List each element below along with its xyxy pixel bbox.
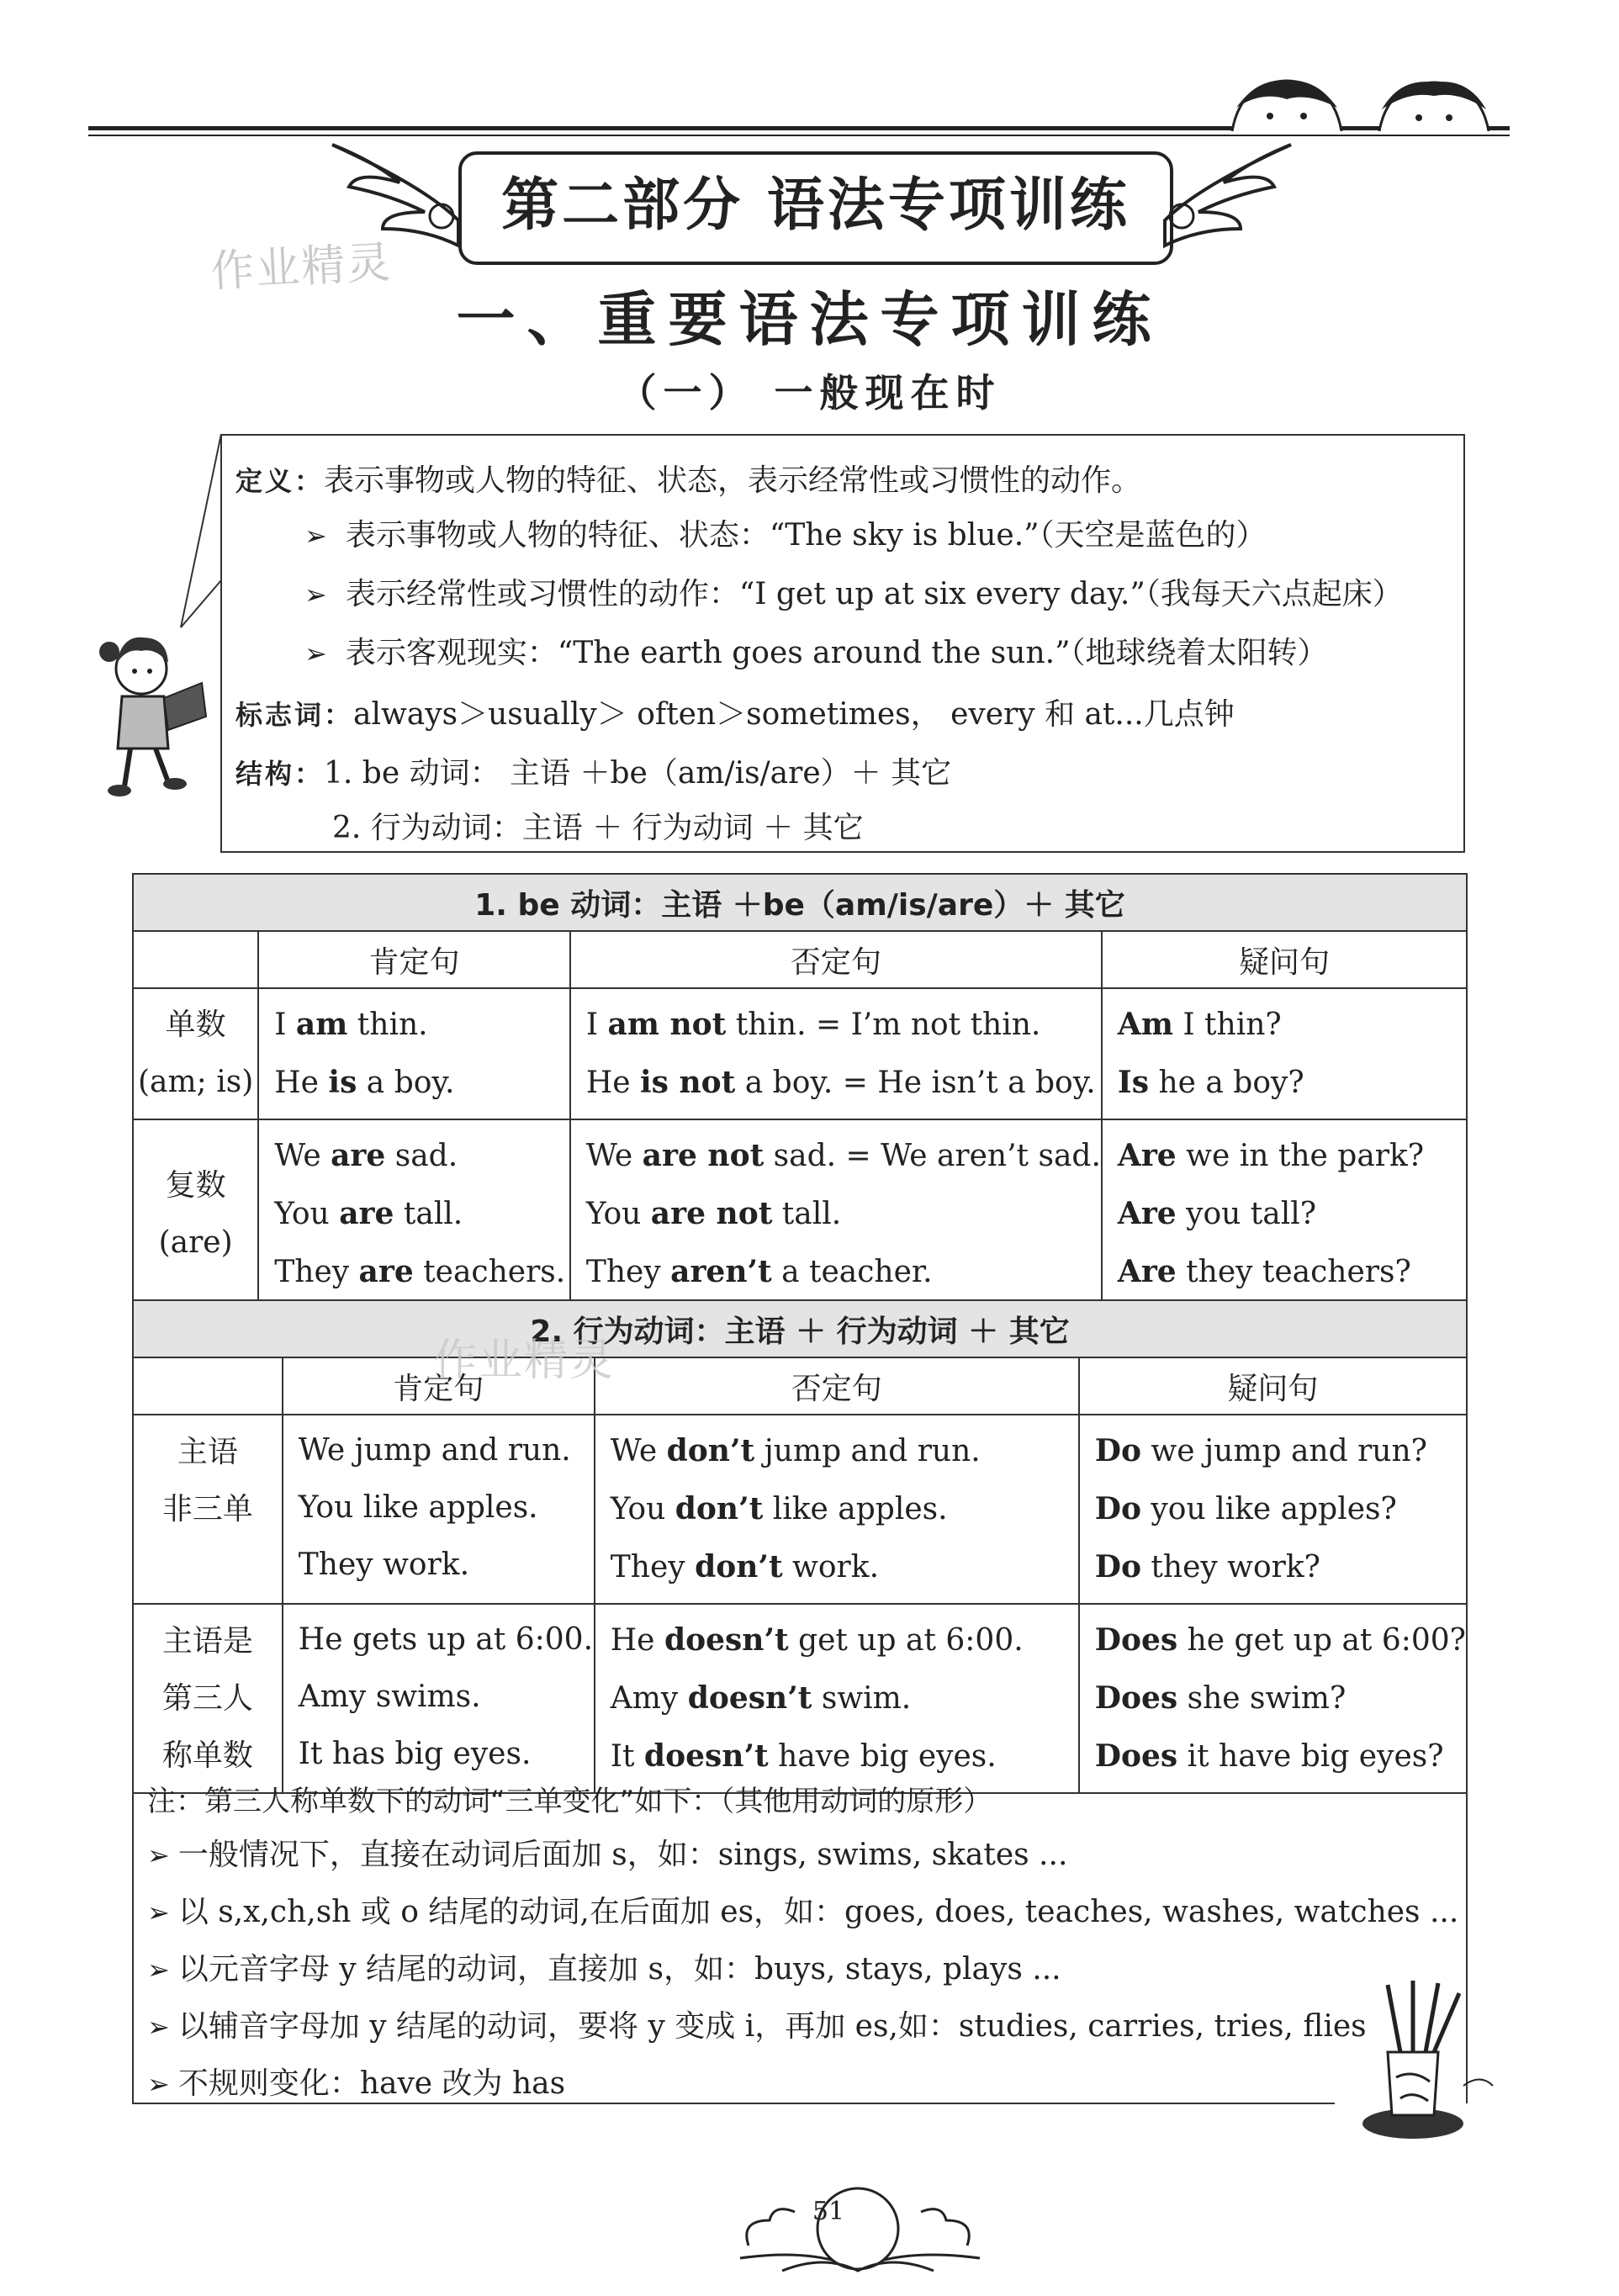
- structure-line-2: [235, 801, 1403, 856]
- column-header-negative: 否定句: [570, 931, 1102, 988]
- definition-bullet: ➢ 表示经常性或习惯性的动作：“I get up at six every day.”（我每天六点起床）: [304, 577, 1403, 611]
- note-item: ➢ 以 s,x,ch,sh 或 o 结尾的动词,在后面加 es，如：goes, does, teaches, washes, watches ...: [147, 1895, 1459, 1929]
- example-sentence: Does it have big eyes?: [1094, 1738, 1444, 1774]
- page-number: 51: [812, 2197, 845, 2226]
- row-label-non-third-person: 主语 非三单: [133, 1415, 283, 1604]
- section-title: 一、重要语法专项训练: [456, 285, 1163, 354]
- example-sentence: He is not a boy. = He isn’t a boy.: [585, 1065, 1096, 1100]
- example-sentence: We are not sad. = We aren’t sad.: [585, 1138, 1101, 1173]
- example-sentence: They aren’t a teacher.: [585, 1254, 933, 1289]
- arrow-bullet-icon: ➢: [147, 1839, 170, 1871]
- example-sentence: Does he get up at 6:00?: [1094, 1622, 1466, 1658]
- arrow-bullet-icon: ➢: [147, 2011, 170, 2043]
- example-sentence: Do you like apples?: [1094, 1491, 1397, 1526]
- watermark: 作业精灵: [209, 237, 394, 298]
- positive-cell: [283, 1415, 595, 1604]
- question-cell: [1102, 988, 1467, 1119]
- note-item: ➢ 一般情况下，直接在动词后面加 s，如：sings, swims, skates ...: [147, 1838, 1068, 1872]
- cartoon-heads-icon: [1224, 74, 1510, 131]
- column-header-positive: 肯定句: [258, 931, 570, 988]
- example-sentence: Is he a boy?: [1117, 1065, 1304, 1100]
- definition-box: [220, 434, 1465, 853]
- example-sentence: Amy doesn’t swim.: [610, 1680, 912, 1716]
- example-sentence: You don’t like apples.: [610, 1491, 948, 1526]
- action-verb-table: [132, 1299, 1468, 1794]
- definition-bullet: ➢ 表示客观现实：“The earth goes around the sun.”（地球绕着太阳转）: [304, 636, 1328, 670]
- table-title: 2. 行为动词：主语 ＋ 行为动词 ＋ 其它: [133, 1300, 1467, 1357]
- part-title: 第二部分 语法专项训练: [501, 172, 1130, 239]
- signal-words-line: [235, 683, 1403, 747]
- example-sentence: You are tall.: [274, 1196, 463, 1231]
- signal-words-label: 标志词：: [235, 699, 354, 731]
- arrow-bullet-icon: ➢: [147, 1897, 170, 1928]
- definition-line: [235, 456, 1403, 506]
- definition-text: 表示事物或人物的特征、状态，表示经常性或习惯性的动作。: [324, 463, 1142, 498]
- structure-label: 结构：: [235, 758, 325, 790]
- structure-verb: 2. 行为动词：主语 ＋ 行为动词 ＋ 其它: [332, 811, 864, 845]
- example-sentence: We are sad.: [274, 1138, 458, 1173]
- example-sentence: You like apples.: [298, 1490, 538, 1525]
- example-sentence: He is a boy.: [274, 1065, 455, 1100]
- example-sentence: Amy swims.: [298, 1680, 481, 1714]
- column-header-question: 疑问句: [1102, 931, 1467, 988]
- example-sentence: Do they work?: [1094, 1549, 1320, 1584]
- notes-section: [132, 1766, 1468, 2113]
- example-sentence: Do we jump and run?: [1094, 1433, 1427, 1468]
- row-label-singular: 单数 (am; is): [133, 988, 258, 1119]
- column-header-empty: [133, 1357, 283, 1415]
- note-item: ➢ 不规则变化：have 改为 has: [147, 2066, 566, 2101]
- negative-cell: [595, 1415, 1079, 1604]
- be-verb-table: [132, 873, 1468, 1309]
- arrow-bullet-icon: ➢: [147, 2068, 170, 2100]
- column-header-question: 疑问句: [1079, 1357, 1467, 1415]
- table-title: 1. be 动词：主语 ＋be（am/is/are）＋ 其它: [133, 874, 1467, 931]
- example-sentence: I am thin.: [274, 1007, 428, 1042]
- brush-pot-icon: [1354, 1976, 1497, 2145]
- definition-bullet: ➢ 表示事物或人物的特征、状态：“The sky is blue.”（天空是蓝色的）: [304, 518, 1267, 553]
- note-item: ➢ 以辅音字母加 y 结尾的动词，要将 y 变成 i，再加 es,如：studies, carries, tries, flies: [147, 2009, 1367, 2044]
- example-sentence: They work.: [298, 1547, 470, 1582]
- watermark: 作业精灵: [433, 1336, 616, 1386]
- column-header-positive: 肯定句: [283, 1357, 595, 1415]
- definition-label: 定义：: [235, 465, 325, 497]
- negative-cell: [570, 1119, 1102, 1309]
- example-sentence: Am I thin?: [1117, 1007, 1282, 1042]
- structure-be: 1. be 动词： 主语 ＋be（am/is/are）＋ 其它: [324, 756, 952, 791]
- subsection-title: （一） 一般现在时: [617, 370, 1002, 415]
- example-sentence: He gets up at 6:00.: [298, 1622, 594, 1657]
- example-sentence: Are we in the park?: [1117, 1138, 1425, 1173]
- example-sentence: They are teachers.: [274, 1254, 566, 1289]
- example-sentence: I am not thin. = I’m not thin.: [585, 1007, 1041, 1042]
- cloud-ornament-icon: [732, 2170, 984, 2279]
- positive-cell: [258, 1119, 570, 1309]
- example-sentence: He doesn’t get up at 6:00.: [610, 1622, 1024, 1658]
- arrow-bullet-icon: ➢: [147, 1954, 170, 1986]
- example-sentence: Are you tall?: [1117, 1196, 1317, 1231]
- example-sentence: You are not tall.: [585, 1196, 842, 1231]
- note-item: ➢ 以元音字母 y 结尾的动词，直接加 s，如：buys, stays, plays ...: [147, 1952, 1061, 1987]
- column-header-negative: 否定句: [595, 1357, 1079, 1415]
- arrow-bullet-icon: ➢: [304, 637, 327, 669]
- example-sentence: We jump and run.: [298, 1433, 571, 1468]
- example-sentence: They don’t work.: [610, 1549, 880, 1584]
- structure-line: [235, 747, 1403, 801]
- negative-cell: [570, 988, 1102, 1119]
- row-label-third-person-singular: 主语是 第三人 称单数: [133, 1604, 283, 1793]
- arrow-bullet-icon: ➢: [304, 579, 327, 611]
- column-header-empty: [133, 931, 258, 988]
- example-sentence: It doesn’t have big eyes.: [610, 1738, 997, 1774]
- example-sentence: Does she swim?: [1094, 1680, 1347, 1716]
- question-cell: [1102, 1119, 1467, 1309]
- row-label-plural: 复数 (are): [133, 1119, 258, 1309]
- positive-cell: [258, 988, 570, 1119]
- example-sentence: It has big eyes.: [298, 1737, 532, 1771]
- notes-heading: 注：第三人称单数下的动词“三单变化”如下：（其他用动词的原形）: [147, 1785, 992, 1818]
- question-cell: [1079, 1415, 1467, 1604]
- signal-words-text: always＞usually＞ often＞sometimes， every 和 at...几点钟: [353, 697, 1235, 732]
- reading-child-icon: [84, 622, 210, 799]
- example-sentence: We don’t jump and run.: [610, 1433, 981, 1468]
- arrow-bullet-icon: ➢: [304, 520, 327, 552]
- example-sentence: Are they teachers?: [1117, 1254, 1411, 1289]
